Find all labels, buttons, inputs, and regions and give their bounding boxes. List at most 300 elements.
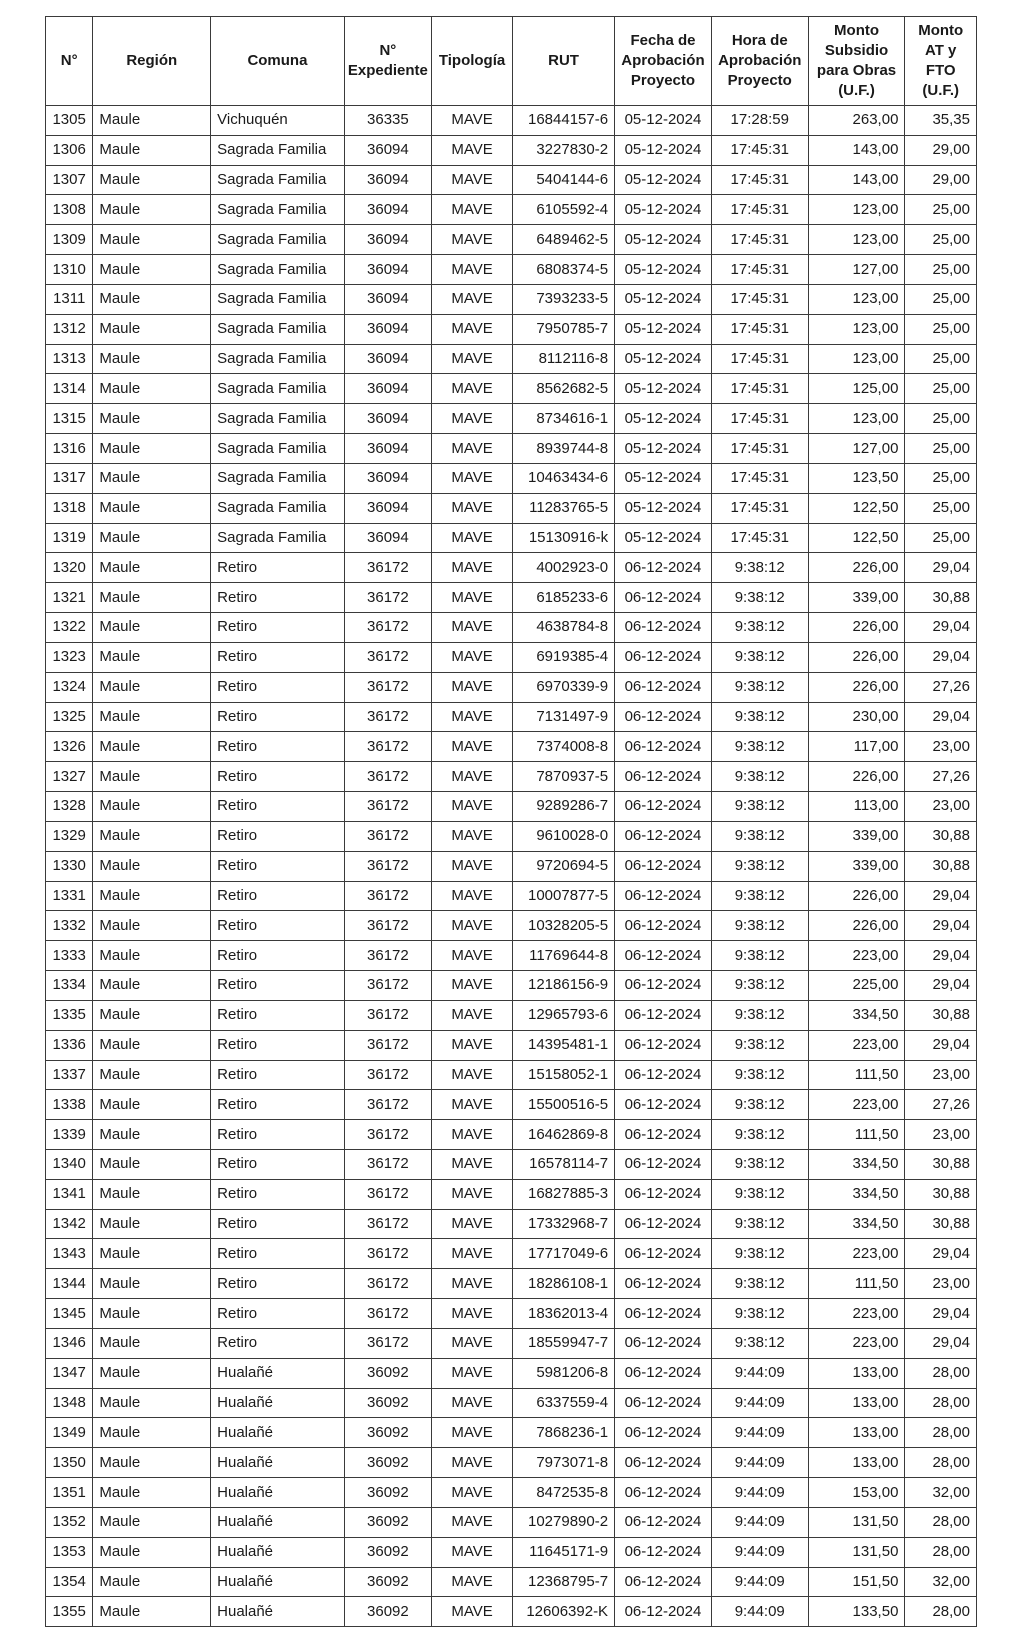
cell-monto-obras: 225,00 (808, 971, 905, 1001)
cell-number: 1336 (46, 1030, 93, 1060)
cell-hora: 9:38:12 (711, 762, 808, 792)
table-row (46, 195, 977, 225)
cell-monto-at: 30,88 (905, 1000, 977, 1030)
cell-comuna: Sagrada Familia (211, 195, 345, 225)
cell-monto-at: 25,00 (905, 225, 977, 255)
table-row (46, 165, 977, 195)
cell-monto-obras: 117,00 (808, 732, 905, 762)
cell-number: 1313 (46, 344, 93, 374)
cell-number: 1320 (46, 553, 93, 583)
cell-monto-at: 28,00 (905, 1537, 977, 1567)
cell-expediente: 36094 (344, 135, 431, 165)
cell-region: Maule (93, 1120, 211, 1150)
cell-fecha: 06-12-2024 (615, 1358, 712, 1388)
cell-region: Maule (93, 672, 211, 702)
cell-fecha: 06-12-2024 (615, 1179, 712, 1209)
cell-monto-obras: 127,00 (808, 255, 905, 285)
cell-region: Maule (93, 195, 211, 225)
cell-fecha: 06-12-2024 (615, 1478, 712, 1508)
header-comuna: Comuna (211, 17, 345, 106)
cell-region: Maule (93, 1090, 211, 1120)
cell-monto-at: 30,88 (905, 583, 977, 613)
cell-hora: 17:45:31 (711, 374, 808, 404)
cell-hora: 9:38:12 (711, 821, 808, 851)
cell-region: Maule (93, 255, 211, 285)
cell-comuna: Retiro (211, 1090, 345, 1120)
cell-comuna: Sagrada Familia (211, 493, 345, 523)
cell-number: 1332 (46, 911, 93, 941)
cell-expediente: 36172 (344, 1030, 431, 1060)
cell-fecha: 06-12-2024 (615, 1120, 712, 1150)
cell-rut: 10328205-5 (513, 911, 615, 941)
cell-monto-at: 30,88 (905, 821, 977, 851)
cell-rut: 8562682-5 (513, 374, 615, 404)
cell-number: 1354 (46, 1567, 93, 1597)
cell-comuna: Sagrada Familia (211, 374, 345, 404)
cell-monto-obras: 226,00 (808, 911, 905, 941)
cell-comuna: Retiro (211, 1030, 345, 1060)
cell-number: 1340 (46, 1149, 93, 1179)
cell-hora: 9:38:12 (711, 851, 808, 881)
cell-tipologia: MAVE (432, 374, 513, 404)
cell-region: Maule (93, 1179, 211, 1209)
cell-rut: 9720694-5 (513, 851, 615, 881)
cell-tipologia: MAVE (432, 1388, 513, 1418)
cell-comuna: Retiro (211, 1179, 345, 1209)
cell-monto-at: 25,00 (905, 284, 977, 314)
cell-monto-obras: 226,00 (808, 881, 905, 911)
cell-expediente: 36172 (344, 1060, 431, 1090)
cell-tipologia: MAVE (432, 344, 513, 374)
cell-hora: 9:38:12 (711, 613, 808, 643)
cell-monto-at: 23,00 (905, 792, 977, 822)
cell-fecha: 06-12-2024 (615, 1448, 712, 1478)
table-row (46, 493, 977, 523)
cell-tipologia: MAVE (432, 642, 513, 672)
cell-monto-obras: 127,00 (808, 434, 905, 464)
cell-hora: 9:38:12 (711, 1299, 808, 1329)
cell-number: 1334 (46, 971, 93, 1001)
cell-rut: 11283765-5 (513, 493, 615, 523)
cell-rut: 7393233-5 (513, 284, 615, 314)
table-row (46, 613, 977, 643)
cell-expediente: 36172 (344, 613, 431, 643)
cell-monto-at: 29,00 (905, 135, 977, 165)
table-row (46, 583, 977, 613)
cell-number: 1311 (46, 284, 93, 314)
cell-rut: 9610028-0 (513, 821, 615, 851)
cell-monto-at: 29,00 (905, 165, 977, 195)
cell-monto-at: 25,00 (905, 493, 977, 523)
cell-monto-at: 25,00 (905, 374, 977, 404)
cell-expediente: 36092 (344, 1537, 431, 1567)
cell-hora: 17:28:59 (711, 106, 808, 136)
cell-monto-at: 23,00 (905, 1269, 977, 1299)
cell-monto-obras: 339,00 (808, 851, 905, 881)
cell-monto-at: 29,04 (905, 553, 977, 583)
cell-monto-obras: 133,00 (808, 1388, 905, 1418)
table-row (46, 463, 977, 493)
cell-rut: 12606392-K (513, 1597, 615, 1627)
table-row (46, 1358, 977, 1388)
cell-comuna: Retiro (211, 1149, 345, 1179)
cell-number: 1312 (46, 314, 93, 344)
cell-tipologia: MAVE (432, 1448, 513, 1478)
cell-tipologia: MAVE (432, 434, 513, 464)
cell-region: Maule (93, 1149, 211, 1179)
cell-monto-at: 29,04 (905, 1030, 977, 1060)
cell-comuna: Retiro (211, 1209, 345, 1239)
cell-monto-at: 23,00 (905, 1060, 977, 1090)
cell-rut: 3227830-2 (513, 135, 615, 165)
cell-hora: 17:45:31 (711, 225, 808, 255)
cell-number: 1347 (46, 1358, 93, 1388)
cell-tipologia: MAVE (432, 821, 513, 851)
cell-tipologia: MAVE (432, 314, 513, 344)
cell-monto-obras: 223,00 (808, 1239, 905, 1269)
cell-hora: 9:38:12 (711, 553, 808, 583)
cell-hora: 9:38:12 (711, 1120, 808, 1150)
cell-tipologia: MAVE (432, 702, 513, 732)
cell-rut: 12368795-7 (513, 1567, 615, 1597)
table-row (46, 1179, 977, 1209)
cell-tipologia: MAVE (432, 1149, 513, 1179)
cell-rut: 14395481-1 (513, 1030, 615, 1060)
cell-fecha: 05-12-2024 (615, 404, 712, 434)
cell-comuna: Retiro (211, 792, 345, 822)
cell-hora: 9:38:12 (711, 1239, 808, 1269)
cell-monto-obras: 122,50 (808, 493, 905, 523)
cell-rut: 16827885-3 (513, 1179, 615, 1209)
cell-region: Maule (93, 821, 211, 851)
cell-hora: 17:45:31 (711, 523, 808, 553)
cell-expediente: 36172 (344, 1269, 431, 1299)
header-monto-at: Monto AT y FTO (U.F.) (905, 17, 977, 106)
cell-expediente: 36172 (344, 642, 431, 672)
cell-tipologia: MAVE (432, 225, 513, 255)
cell-rut: 11769644-8 (513, 941, 615, 971)
cell-comuna: Vichuquén (211, 106, 345, 136)
cell-expediente: 36172 (344, 1120, 431, 1150)
cell-monto-at: 28,00 (905, 1418, 977, 1448)
cell-rut: 8939744-8 (513, 434, 615, 464)
cell-expediente: 36094 (344, 195, 431, 225)
cell-comuna: Retiro (211, 642, 345, 672)
cell-expediente: 36094 (344, 463, 431, 493)
cell-hora: 17:45:31 (711, 135, 808, 165)
table-row (46, 642, 977, 672)
cell-region: Maule (93, 642, 211, 672)
cell-rut: 7973071-8 (513, 1448, 615, 1478)
table-row (46, 1507, 977, 1537)
cell-monto-obras: 111,50 (808, 1269, 905, 1299)
cell-region: Maule (93, 1358, 211, 1388)
cell-expediente: 36172 (344, 762, 431, 792)
table-row (46, 702, 977, 732)
table-row (46, 881, 977, 911)
cell-tipologia: MAVE (432, 1239, 513, 1269)
cell-region: Maule (93, 1239, 211, 1269)
table-row (46, 553, 977, 583)
cell-monto-obras: 131,50 (808, 1537, 905, 1567)
cell-monto-obras: 111,50 (808, 1120, 905, 1150)
cell-number: 1316 (46, 434, 93, 464)
cell-hora: 9:38:12 (711, 583, 808, 613)
cell-region: Maule (93, 374, 211, 404)
cell-monto-at: 28,00 (905, 1388, 977, 1418)
table-row (46, 1060, 977, 1090)
cell-region: Maule (93, 1448, 211, 1478)
cell-number: 1321 (46, 583, 93, 613)
cell-number: 1335 (46, 1000, 93, 1030)
cell-fecha: 06-12-2024 (615, 911, 712, 941)
cell-monto-at: 30,88 (905, 1179, 977, 1209)
cell-comuna: Retiro (211, 821, 345, 851)
table-row (46, 911, 977, 941)
cell-expediente: 36172 (344, 1209, 431, 1239)
cell-monto-obras: 334,50 (808, 1209, 905, 1239)
cell-comuna: Hualañé (211, 1507, 345, 1537)
cell-region: Maule (93, 1567, 211, 1597)
cell-expediente: 36094 (344, 374, 431, 404)
cell-hora: 9:44:09 (711, 1507, 808, 1537)
cell-rut: 7131497-9 (513, 702, 615, 732)
cell-region: Maule (93, 1418, 211, 1448)
cell-rut: 12965793-6 (513, 1000, 615, 1030)
cell-rut: 15500516-5 (513, 1090, 615, 1120)
cell-fecha: 06-12-2024 (615, 792, 712, 822)
cell-comuna: Hualañé (211, 1358, 345, 1388)
cell-hora: 9:38:12 (711, 971, 808, 1001)
cell-fecha: 06-12-2024 (615, 941, 712, 971)
cell-rut: 7868236-1 (513, 1418, 615, 1448)
header-tipologia: Tipología (432, 17, 513, 106)
cell-monto-obras: 111,50 (808, 1060, 905, 1090)
cell-monto-at: 25,00 (905, 195, 977, 225)
cell-hora: 9:38:12 (711, 1328, 808, 1358)
cell-hora: 17:45:31 (711, 344, 808, 374)
cell-comuna: Hualañé (211, 1388, 345, 1418)
cell-expediente: 36172 (344, 672, 431, 702)
cell-number: 1331 (46, 881, 93, 911)
cell-region: Maule (93, 1030, 211, 1060)
cell-monto-at: 30,88 (905, 851, 977, 881)
cell-monto-at: 25,00 (905, 434, 977, 464)
cell-rut: 16462869-8 (513, 1120, 615, 1150)
cell-region: Maule (93, 1388, 211, 1418)
cell-tipologia: MAVE (432, 404, 513, 434)
cell-rut: 15158052-1 (513, 1060, 615, 1090)
cell-rut: 7870937-5 (513, 762, 615, 792)
cell-tipologia: MAVE (432, 1209, 513, 1239)
cell-expediente: 36094 (344, 404, 431, 434)
cell-expediente: 36094 (344, 314, 431, 344)
cell-fecha: 06-12-2024 (615, 1328, 712, 1358)
cell-comuna: Sagrada Familia (211, 255, 345, 285)
cell-expediente: 36172 (344, 583, 431, 613)
cell-monto-at: 23,00 (905, 732, 977, 762)
cell-region: Maule (93, 1060, 211, 1090)
cell-tipologia: MAVE (432, 1299, 513, 1329)
cell-fecha: 05-12-2024 (615, 463, 712, 493)
cell-monto-obras: 223,00 (808, 1030, 905, 1060)
cell-monto-at: 29,04 (905, 911, 977, 941)
cell-monto-obras: 334,50 (808, 1179, 905, 1209)
cell-rut: 6489462-5 (513, 225, 615, 255)
cell-comuna: Hualañé (211, 1418, 345, 1448)
cell-tipologia: MAVE (432, 1328, 513, 1358)
cell-monto-obras: 226,00 (808, 613, 905, 643)
cell-region: Maule (93, 463, 211, 493)
cell-monto-obras: 226,00 (808, 762, 905, 792)
cell-rut: 9289286-7 (513, 792, 615, 822)
cell-region: Maule (93, 1597, 211, 1627)
cell-hora: 9:44:09 (711, 1478, 808, 1508)
cell-number: 1351 (46, 1478, 93, 1508)
cell-rut: 16578114-7 (513, 1149, 615, 1179)
cell-fecha: 06-12-2024 (615, 642, 712, 672)
cell-expediente: 36094 (344, 255, 431, 285)
cell-number: 1342 (46, 1209, 93, 1239)
cell-expediente: 36172 (344, 821, 431, 851)
cell-hora: 9:38:12 (711, 1060, 808, 1090)
cell-fecha: 06-12-2024 (615, 1418, 712, 1448)
table-row (46, 523, 977, 553)
cell-hora: 9:38:12 (711, 1000, 808, 1030)
cell-monto-obras: 123,00 (808, 344, 905, 374)
cell-expediente: 36092 (344, 1358, 431, 1388)
cell-number: 1348 (46, 1388, 93, 1418)
cell-monto-at: 23,00 (905, 1120, 977, 1150)
cell-rut: 8734616-1 (513, 404, 615, 434)
cell-region: Maule (93, 851, 211, 881)
cell-number: 1350 (46, 1448, 93, 1478)
table-row (46, 1239, 977, 1269)
cell-comuna: Hualañé (211, 1567, 345, 1597)
table-row (46, 284, 977, 314)
cell-region: Maule (93, 284, 211, 314)
cell-monto-at: 30,88 (905, 1209, 977, 1239)
cell-tipologia: MAVE (432, 1567, 513, 1597)
table-row (46, 434, 977, 464)
cell-fecha: 06-12-2024 (615, 613, 712, 643)
table-row (46, 1567, 977, 1597)
table-row (46, 941, 977, 971)
cell-comuna: Retiro (211, 971, 345, 1001)
cell-fecha: 06-12-2024 (615, 1000, 712, 1030)
cell-hora: 17:45:31 (711, 165, 808, 195)
cell-monto-at: 29,04 (905, 702, 977, 732)
cell-expediente: 36172 (344, 851, 431, 881)
cell-hora: 9:38:12 (711, 1269, 808, 1299)
cell-fecha: 06-12-2024 (615, 1149, 712, 1179)
cell-region: Maule (93, 1537, 211, 1567)
cell-tipologia: MAVE (432, 1507, 513, 1537)
cell-monto-at: 29,04 (905, 881, 977, 911)
cell-rut: 6970339-9 (513, 672, 615, 702)
cell-monto-at: 28,00 (905, 1358, 977, 1388)
table-row (46, 672, 977, 702)
table-row (46, 1299, 977, 1329)
cell-hora: 9:38:12 (711, 1149, 808, 1179)
cell-comuna: Retiro (211, 881, 345, 911)
cell-number: 1343 (46, 1239, 93, 1269)
cell-rut: 4002923-0 (513, 553, 615, 583)
cell-monto-obras: 123,00 (808, 284, 905, 314)
cell-expediente: 36172 (344, 1090, 431, 1120)
cell-region: Maule (93, 135, 211, 165)
cell-comuna: Retiro (211, 1239, 345, 1269)
cell-region: Maule (93, 941, 211, 971)
table-row (46, 404, 977, 434)
cell-expediente: 36094 (344, 344, 431, 374)
cell-number: 1314 (46, 374, 93, 404)
header-hora: Hora de Aprobación Proyecto (711, 17, 808, 106)
cell-rut: 6105592-4 (513, 195, 615, 225)
cell-fecha: 05-12-2024 (615, 493, 712, 523)
table-row (46, 1030, 977, 1060)
cell-monto-obras: 123,00 (808, 195, 905, 225)
cell-monto-at: 25,00 (905, 463, 977, 493)
cell-fecha: 06-12-2024 (615, 1567, 712, 1597)
cell-monto-obras: 125,00 (808, 374, 905, 404)
cell-expediente: 36172 (344, 702, 431, 732)
cell-fecha: 06-12-2024 (615, 881, 712, 911)
cell-expediente: 36092 (344, 1418, 431, 1448)
cell-region: Maule (93, 434, 211, 464)
cell-region: Maule (93, 404, 211, 434)
cell-monto-obras: 226,00 (808, 553, 905, 583)
cell-number: 1328 (46, 792, 93, 822)
table-row (46, 344, 977, 374)
cell-expediente: 36092 (344, 1448, 431, 1478)
cell-region: Maule (93, 971, 211, 1001)
cell-comuna: Retiro (211, 762, 345, 792)
cell-monto-obras: 122,50 (808, 523, 905, 553)
cell-region: Maule (93, 1000, 211, 1030)
cell-comuna: Retiro (211, 851, 345, 881)
table-row (46, 106, 977, 136)
cell-region: Maule (93, 106, 211, 136)
cell-expediente: 36172 (344, 1000, 431, 1030)
cell-expediente: 36172 (344, 941, 431, 971)
cell-fecha: 06-12-2024 (615, 702, 712, 732)
table-row (46, 1209, 977, 1239)
cell-fecha: 06-12-2024 (615, 583, 712, 613)
cell-number: 1308 (46, 195, 93, 225)
cell-hora: 9:38:12 (711, 941, 808, 971)
cell-expediente: 36172 (344, 881, 431, 911)
cell-region: Maule (93, 613, 211, 643)
cell-fecha: 06-12-2024 (615, 732, 712, 762)
cell-monto-obras: 339,00 (808, 821, 905, 851)
cell-fecha: 05-12-2024 (615, 523, 712, 553)
table-row (46, 135, 977, 165)
cell-number: 1323 (46, 642, 93, 672)
cell-number: 1306 (46, 135, 93, 165)
cell-expediente: 36094 (344, 284, 431, 314)
cell-monto-obras: 123,50 (808, 463, 905, 493)
cell-number: 1337 (46, 1060, 93, 1090)
cell-comuna: Sagrada Familia (211, 284, 345, 314)
cell-comuna: Retiro (211, 672, 345, 702)
cell-region: Maule (93, 911, 211, 941)
cell-number: 1318 (46, 493, 93, 523)
cell-tipologia: MAVE (432, 255, 513, 285)
table-row (46, 1000, 977, 1030)
cell-monto-at: 30,88 (905, 1149, 977, 1179)
cell-monto-at: 28,00 (905, 1448, 977, 1478)
